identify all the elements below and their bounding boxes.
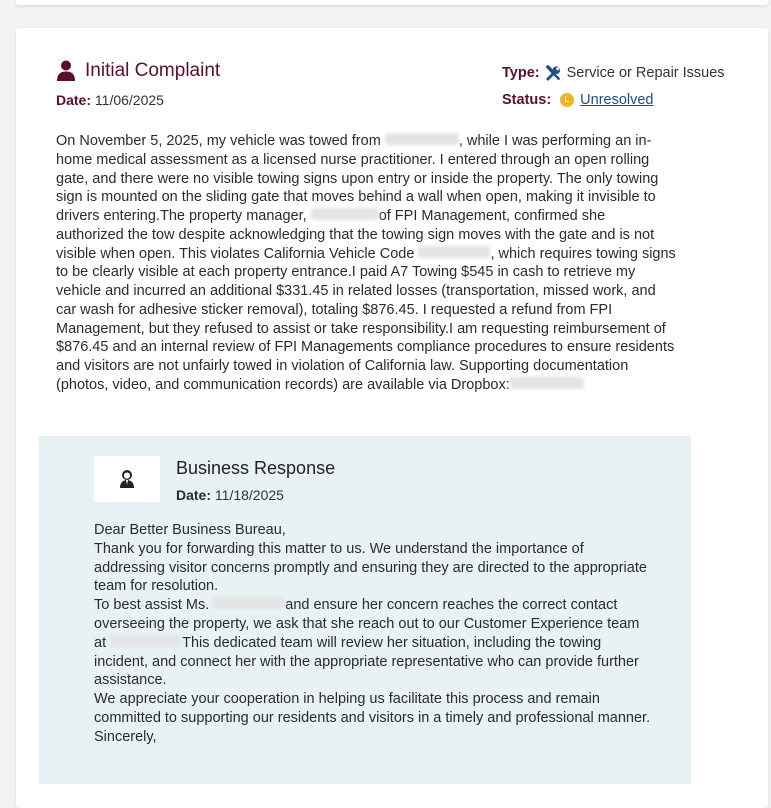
complaint-card bbox=[16, 28, 768, 808]
response-text-part: and ensure her concern reaches the correct contact overseeing the property, we ask that she reach out to our Customer Experience team at bbox=[94, 597, 640, 651]
wrench-screwdriver-icon bbox=[545, 65, 562, 82]
complaint-text-part: , which requires towing signs to be clearly visible at each property entrance.I paid A7 Towing $545 in cash to retrieve my vehicle and incurred an additional $331.45 in related losses (transportation, missed work, and car wash for adhesive sticker removal), totaling $876.45. I requested a refund from FPI Management, but they refused to assist or take responsibility.I am requesting reimbursement of $876.45 and an internal review of FPI Managements compliance procedures to ensure residents and visitors are not unfairly towed in violation of California law. Supporting documentation (photos, video, and communication records) are available via Dropbox: bbox=[56, 245, 680, 393]
response-text bbox=[94, 521, 654, 747]
type-label: Type: bbox=[502, 65, 540, 81]
person-icon bbox=[56, 60, 76, 82]
complaint-type bbox=[502, 62, 725, 84]
complaint-text-part: of FPI Management, confirmed she authorized the tow despite acknowledging that the towing sign moves with the gate and is not visible when open. This violates California Vehicle Code bbox=[56, 208, 659, 262]
complaint-title: Initial Complaint bbox=[85, 60, 221, 81]
redacted-name bbox=[213, 597, 285, 609]
complaint-date-label: Date: bbox=[56, 92, 92, 108]
complaint-meta bbox=[502, 62, 725, 111]
response-text-part: To best assist Ms. bbox=[94, 597, 214, 614]
response-paragraph bbox=[94, 596, 654, 690]
response-greeting: Dear Better Business Bureau, bbox=[94, 522, 286, 538]
complaint-status bbox=[502, 89, 725, 111]
pending-clock-icon bbox=[560, 93, 574, 107]
complaint-date-value: 11/06/2025 bbox=[94, 92, 164, 108]
redacted-code bbox=[418, 246, 490, 258]
business-avatar bbox=[94, 456, 160, 502]
complaint-date bbox=[56, 92, 220, 108]
status-label: Status: bbox=[502, 92, 552, 108]
response-paragraph: We appreciate your cooperation in helping us facilitate this process and remain committed to supporting our residents and visitors in a timely and professional manner. bbox=[94, 691, 651, 726]
complaint-title-row bbox=[56, 60, 220, 82]
response-paragraph: Thank you for forwarding this matter to us. We understand the importance of addressing visitor concerns promptly and ensuring they are directed to the appropriate team for resolution. bbox=[94, 540, 647, 595]
redacted-link bbox=[510, 377, 584, 389]
response-text-part: This dedicated team will review her situation, including the towing incident, and connect her with the appropriate representative who can provide further assistance. bbox=[94, 634, 639, 689]
response-date-value: 11/18/2025 bbox=[214, 487, 284, 503]
previous-card bbox=[16, 0, 768, 5]
response-title: Business Response bbox=[176, 458, 336, 478]
response-date-label: Date: bbox=[176, 487, 212, 503]
complaint-text-part: On November 5, 2025, my vehicle was towed from bbox=[56, 133, 385, 149]
type-value: Service or Repair Issues bbox=[566, 65, 725, 81]
redacted-name bbox=[311, 208, 379, 220]
complaint-header bbox=[56, 60, 220, 108]
response-closing: Sincerely, bbox=[94, 728, 157, 745]
redacted-contact bbox=[110, 635, 182, 647]
complaint-text bbox=[56, 132, 680, 395]
response-date bbox=[176, 487, 284, 503]
status-link[interactable]: Unresolved bbox=[580, 92, 654, 108]
business-response bbox=[39, 436, 691, 784]
complaint-text-part: , while I was performing an in-home medical assessment as a licensed nurse practitioner. I entered through an open rolling gate, and there were no visible towing signs upon entry or inside the property. The only towing sign is mounted on the sliding gate that moves behind a wall when open, making it invisible to drivers entering.The property manager, bbox=[56, 133, 663, 224]
business-person-icon bbox=[118, 469, 136, 489]
redacted-address bbox=[385, 133, 459, 145]
